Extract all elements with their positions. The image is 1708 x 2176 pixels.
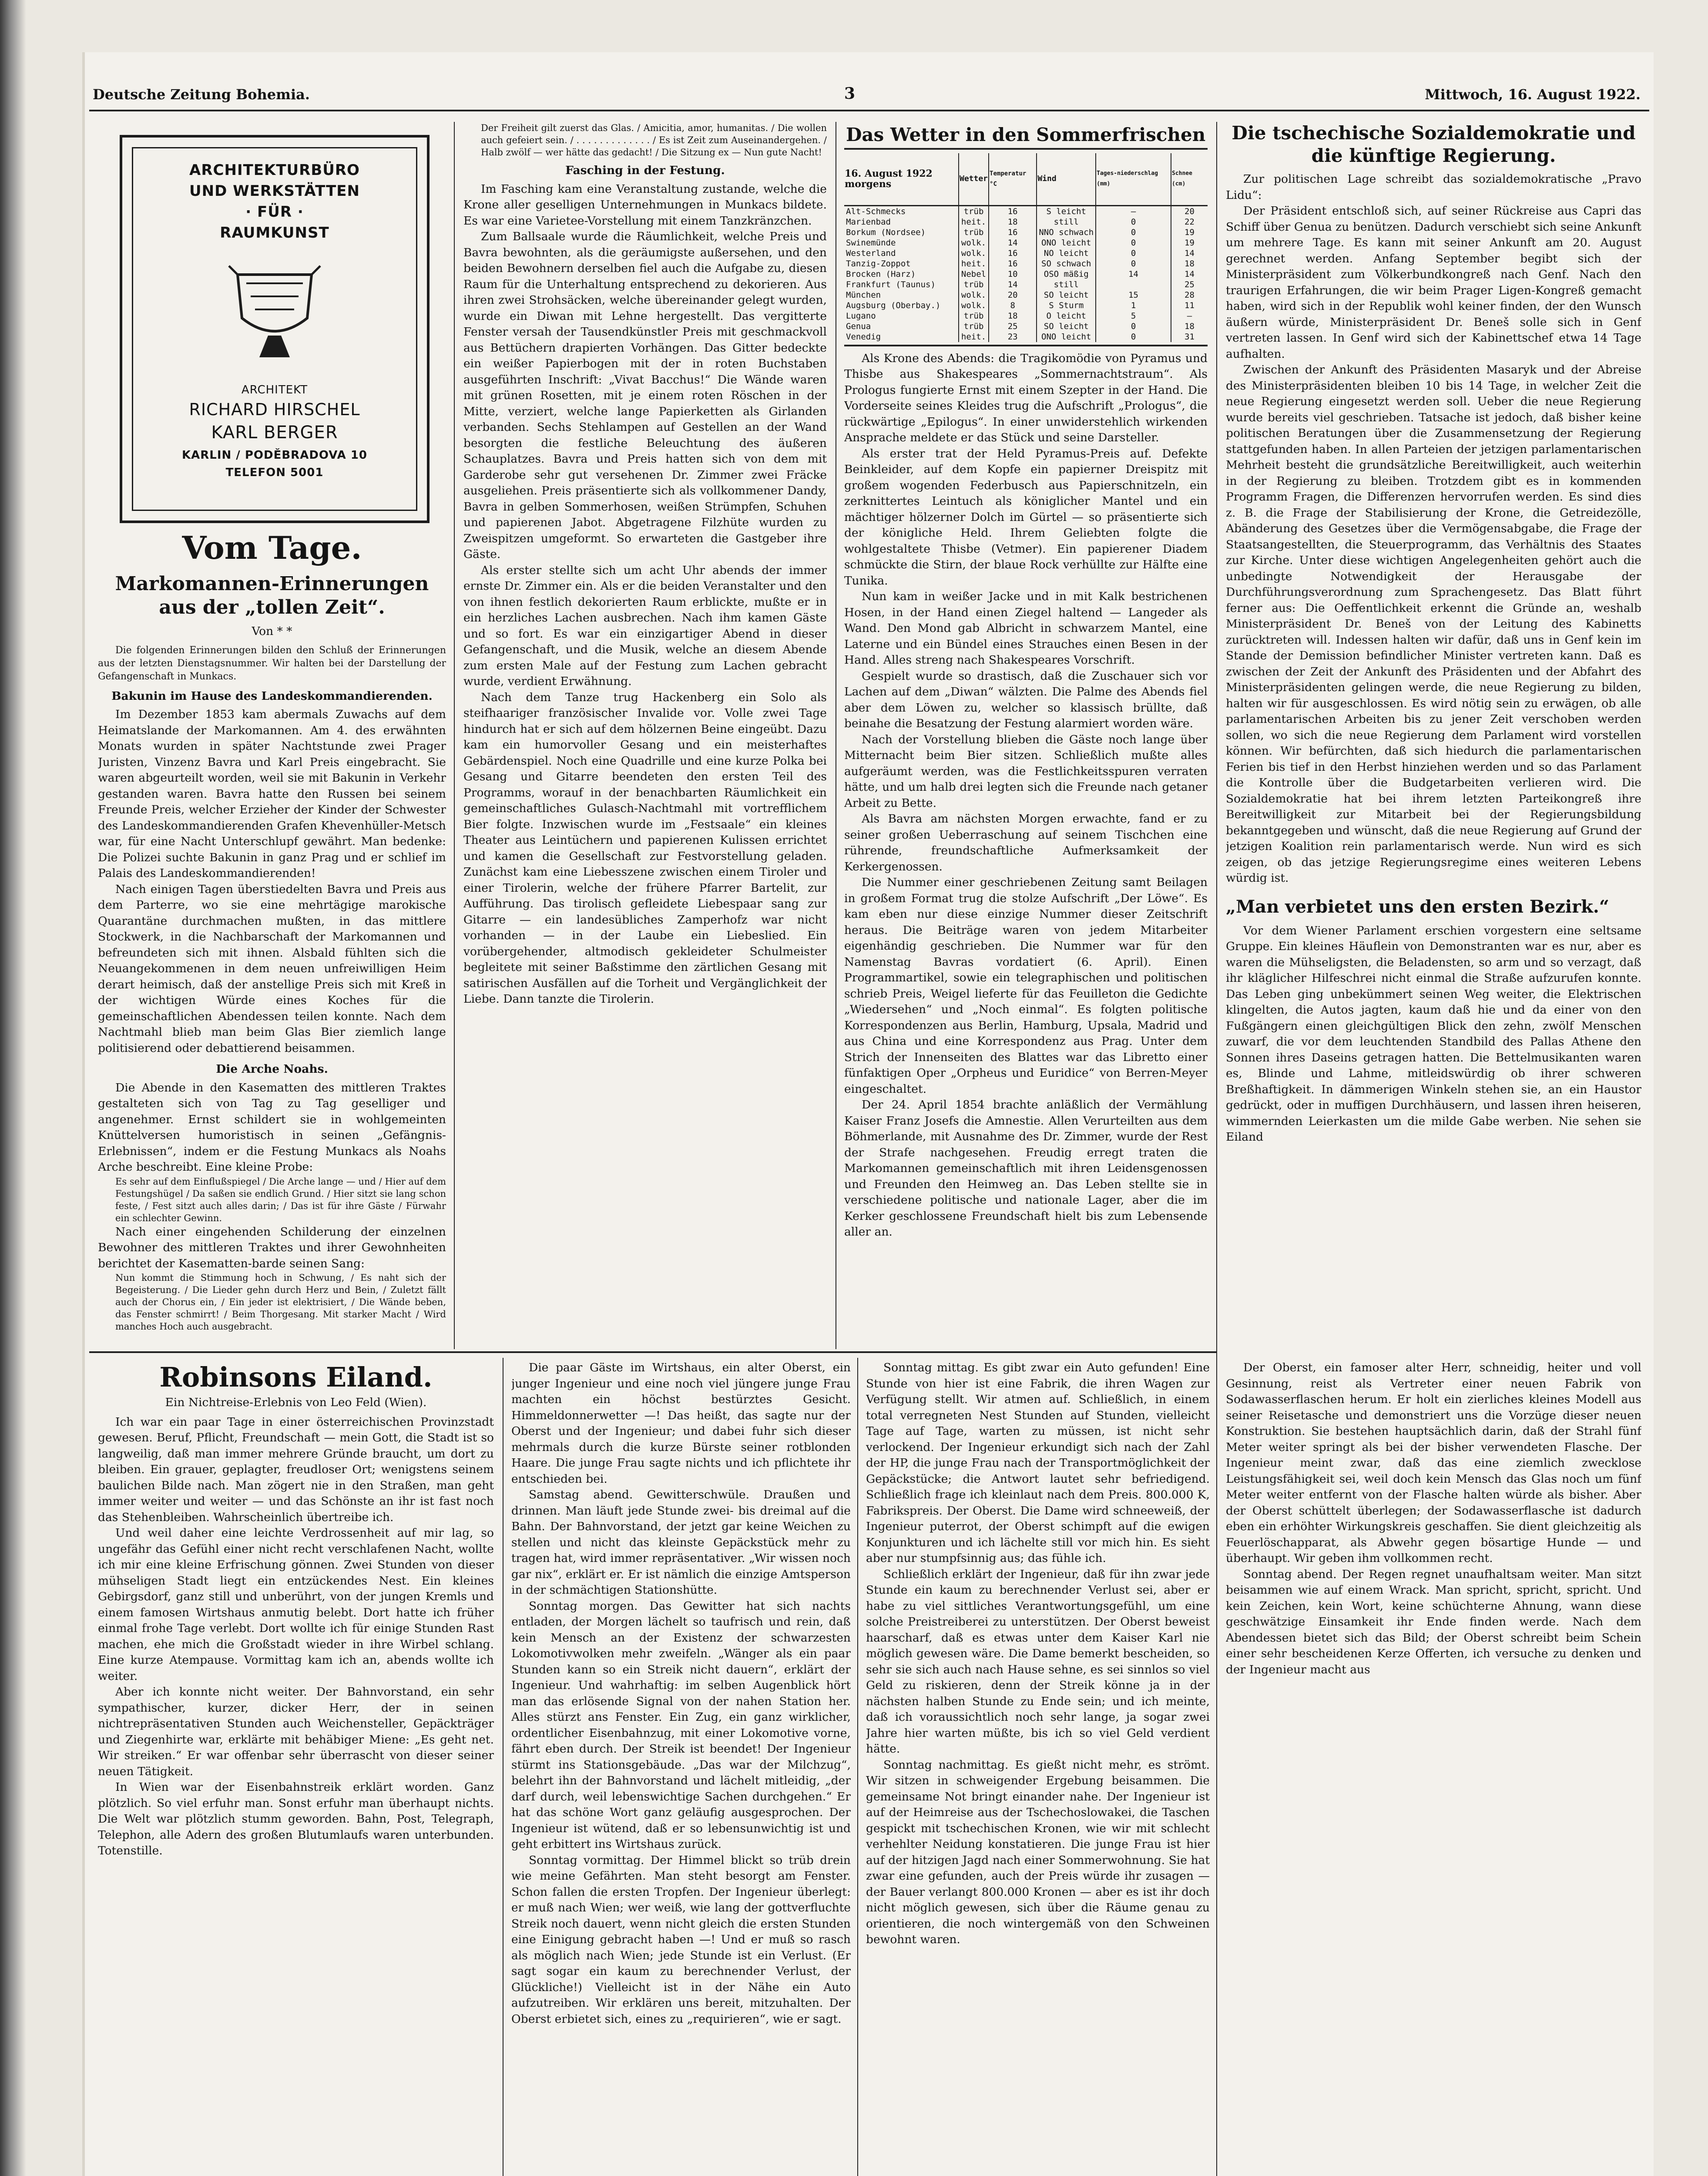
weather-cell: 0: [1096, 248, 1171, 259]
weather-row: [844, 332, 1208, 342]
paragraph: Vor dem Wiener Parlament erschien vorgestern eine seltsame Gruppe. Ein kleines Häuflein von Demonstranten war es nur, aber es waren die Mühseligsten, die Beladensten, so arm und so verzagt, daß ihr kläglicher Hilfeschrei nicht einmal die Straße aufzurufen konnte. Das Leben ging unbekümmert seinen Weg weiter, die Elektrischen klingelten, die Autos jagten, kaum daß hie und da einer von den Fußgängern einen gleichgültigen Blick den zehn, zwölf Menschen zuwarf, die vor dem leuchtenden Standbild des Pallas Athene den Sonnen ihres Daseins getragen hatten. Die Bettelmusikanten waren es, Blinde und Lahme, mitleidswürdig ob ihrer schweren Breßhaftigkeit. In dämmerigen Winkeln stehen sie, an ein Haustor gedrückt, oder in muffigen Durchhäusern, und lassen ihren heiseren, wimmernden Leierkasten um die milde Gabe werben. Nie sehen sie Eiland: [1226, 923, 1641, 1144]
paragraph: Nach der Vorstellung blieben die Gäste noch lange über Mitternacht beim Bier sitzen. Schließlich mußte alles aufgeräumt werden, was die Festlichkeitsspuren verraten hätte, und um halb drei legten sich die Freunde nach getaner Arbeit zu Bette.: [844, 732, 1208, 810]
weather-cell: wolk.: [959, 300, 989, 311]
weather-cell: wolk.: [959, 238, 989, 248]
paragraph: Sonntag abend. Der Regen regnet unaufhaltsam weiter. Man sitzt beisammen wie auf einem Wrack. Man spricht, spricht, spricht. Und kein Zeichen, kein Wort, keine schüchterne Ahnung, wann diese geschwätzige Einsamkeit ihr Ende finden werde. Nach dem Abendessen bietet sich das Bild; der Oberst schreibt beim Schein einer sehr bescheidenen Kerze Offerten, ich versuche zu denken und der Ingenieur macht aus: [1226, 1567, 1641, 1676]
article-subtitle: Ein Nichtreise-Erlebnis von Leo Feld (Wien).: [165, 1396, 427, 1409]
weather-cell: O leicht: [1037, 311, 1096, 321]
weather-cell: trüb: [959, 205, 989, 217]
weather-cell: wolk.: [959, 290, 989, 300]
ad-line-4: RAUMKUNST: [220, 224, 329, 242]
weather-cell: 18: [989, 311, 1037, 321]
weather-cell: heit.: [959, 217, 989, 227]
paragraph: Sonntag mittag. Es gibt zwar ein Auto gefunden! Eine Stunde von hier ist eine Fabrik, die ihren Wagen zur Verfügung stellt. Wir atmen auf. Schließlich, in einem total verregneten Nest Stunden auf Stunden, vielleicht Tage auf Tage, warten zu müssen, ist nicht sehr verlockend. Der Ingenieur erkundigt sich nach der Zahl der HP, die junge Frau nach der Transportmöglichkeit der Gepäckstücke; die Antwort lautet sehr befriedigend. Schließlich frage ich kleinlaut nach dem Preis. 800.000 K, Fabrikspreis. Der Oberst. Die Dame wird schneeweiß, der Ingenieur puterrot, der Oberst schimpft auf die ewigen Konjunkturen und ich lächelte still vor mich hin. Es sieht aber nur stumpfsinnig aus; das fühle ich.: [866, 1361, 1210, 1565]
paragraph: Als Bavra am nächsten Morgen erwachte, fand er zu seiner großen Ueberraschung auf seinem Tischchen eine rührende, freundschaftliche Aufmerksamkeit der Kerkergenossen.: [844, 812, 1208, 873]
weather-cell: Marienbad: [846, 217, 891, 227]
column-fasching: [463, 122, 827, 1347]
weather-date: 16. August 1922 morgens: [844, 153, 959, 205]
rubric-vom-tage: Vom Tage.: [182, 529, 362, 566]
weather-row: [844, 227, 1208, 238]
weather-row: [844, 311, 1208, 321]
robinson-col-2: [511, 1360, 851, 2176]
weather-row: [844, 290, 1208, 300]
weather-cell: trüb: [959, 227, 989, 238]
paragraph: Sonntag vormittag. Der Himmel blickt so trüb drein wie meine Gefährten. Man steht besorgt am Fenster. Schon fallen die ersten Tropfen. Der Ingenieur überlegt: er muß nach Wien; wer weiß, wie lang der gottverfluchte Streik noch dauert, wenn nicht gleich die ersten Stunden eine Einigung gebracht haben —! Und er muß so rasch als möglich nach Wien; jede Stunde ist ein Verlust. (Er sagt sogar ein kaum zu berechnender Verlust, der Glückliche!) Vielleicht ist in der Nähe ein Auto aufzutreiben. Wir erklären uns bereit, mitzuhalten. Der Oberst erbietet sich, eines zu „requirieren“, wie er sagt.: [511, 1853, 851, 2026]
weather-row: [844, 321, 1208, 332]
weather-col-header: Tages-niederschlag (mm): [1096, 153, 1171, 205]
weather-cell: Augsburg (Oberbay.): [846, 300, 941, 310]
ad-line-9: TELEFON 5001: [225, 466, 324, 479]
weather-row: [844, 238, 1208, 248]
weather-cell: 20: [1171, 205, 1208, 217]
subhead-arche: Die Arche Noahs.: [216, 1062, 328, 1076]
weather-cell: [1096, 279, 1171, 290]
paragraph: Zum Ballsaale wurde die Räumlichkeit, welche Preis und Bavra bewohnten, als die geräumigste außersehen, und den beiden Bewohnern derselben fiel auch die Aufgabe zu, diesen Raum für die Unterhaltung entsprechend zu dekorieren. Aus ihren zwei Strohsäcken, welche übereinander gelegt wurden, wurde ein Diwan mit Lehne hergestellt. Das vergitterte Fenster versah der Tausendkünstler Preis mit geschmackvoll aus Bettüchern drapierten Vorhängen. Das Gitter bedeckte ein weißer Papierbogen mit der in roten Buchstaben ausgeführten Inschrift: „Vivat Bacchus!“ Die Wände waren mit grünen Rosetten, mit je einem roten Röschen in der Mitte, verziert, welche lange Papierketten als Girlanden verbanden. Sechs Stehlampen auf Gestellen an der Wand besorgten die festliche Beleuchtung des äußeren Schauplatzes. Bavra und Preis hatten sich von dem mit Garderobe sehr gut versehenen Dr. Zimmer zwei Fräcke ausgeliehen. Preis präsentierte sich als vollkommener Dandy, Bavra in gelben Sommerhosen, weißen Strümpfen, Schuhen und papierenen Jabot. Abgetragene Filzhüte wurden zu Zweispitzen umgeformt. So erwarteten die Gastgeber ihre Gäste.: [463, 230, 827, 561]
weather-cell: 5: [1096, 311, 1171, 321]
ad-line-3: · FÜR ·: [245, 203, 304, 221]
weather-cell: Genua: [846, 321, 871, 331]
weather-cell: 11: [1171, 300, 1208, 311]
paragraph: Zur politischen Lage schreibt das sozialdemokratische „Pravo Lidu“:: [1226, 172, 1641, 202]
weather-cell: 14: [989, 238, 1037, 248]
weather-cell: 20: [989, 290, 1037, 300]
weather-cell: NNO schwach: [1037, 227, 1096, 238]
weather-cell: Swinemünde: [846, 238, 896, 248]
ad-line-8: KARLIN / PODĚBRADOVA 10: [181, 449, 368, 462]
weather-cell: still: [1037, 217, 1096, 227]
weather-cell: Westerland: [846, 248, 896, 258]
page-header: [85, 86, 1654, 106]
weather-cell: 8: [989, 300, 1037, 311]
weather-cell: 15: [1096, 290, 1171, 300]
ad-line-6: RICHARD HIRSCHEL: [189, 400, 360, 419]
weather-cell: 16: [989, 227, 1037, 238]
weather-cell: 14: [1171, 248, 1208, 259]
weather-table: [844, 153, 1208, 342]
paragraph: Nun kam in weißer Jacke und in mit Kalk bestrichenen Hosen, in der Hand einen Ziegel haltend — Langeder als Wand. Den Mond gab Albricht in schwarzem Mantel, eine Laterne und ein Bündel eines Strauches einen Besen in der Hand. Alles streng nach Shakespeares Vorschrift.: [844, 590, 1208, 667]
weather-cell: 0: [1096, 227, 1171, 238]
paragraph: Ich war ein paar Tage in einer österreichischen Provinzstadt gewesen. Beruf, Pflicht, Freundschaft — mein Gott, die Stadt ist so langweilig, daß man immer mehrere Gründe braucht, um dort zu bleiben. Ein grauer, geplagter, freudloser Ort; wenigstens seinem baulichen Bilde nach. Man zögert nie in den Straßen, man geht immer weiter und weiter — und das Schönste an ihr ist fast noch das Stehenbleiben. Wahrscheinlich übertreibe ich.: [98, 1415, 494, 1524]
weather-row: [844, 279, 1208, 290]
paragraph: Im Dezember 1853 kam abermals Zuwachs auf dem Heimatslande der Markomannen. Am 4. des erwähnten Monats wurden in später Nachtstunde zwei Prager Juristen, Vinzenz Bavra und Karl Preis eingebracht. Sie waren abgeurteilt worden, weil sie mit Bakunin in Verkehr gestanden waren. Bavra hatte den Russen bei seinem Freunde Preis, welcher Erzieher der Kinder der Schwester des Landeskommandierenden Grafen Khevenhüller-Metsch war, für eine Nacht Unterschlupf gewährt. Man bedenke: Die Polizei suchte Bakunin in ganz Prag und er schlief im Palais des Landeskommandierenden!: [98, 708, 446, 880]
weather-cell: OSO mäßig: [1037, 269, 1096, 279]
weather-cell: 14: [1096, 269, 1171, 279]
masthead: Deutsche Zeitung Bohemia.: [93, 86, 310, 103]
weather-cell: 0: [1096, 321, 1171, 332]
weather-cell: 19: [1171, 227, 1208, 238]
robinson-col-4: [1226, 1360, 1641, 2176]
page-number: 3: [844, 84, 856, 103]
paragraph: Nach dem Tanze trug Hackenberg ein Solo als steifhaariger französischer Invalide vor. Volle zwei Tage hindurch hat er sich auf dem hölzernen Beine eingeübt. Dazu kam ein humorvoller Gesang und ein meisterhaftes Gebärdenspiel. Noch eine Quadrille und eine kurze Polka bei Gesang und Gitarre beendeten den ersten Teil des Programms, worauf in der benachbarten Räumlichkeit ein gemeinschaftliches Gulasch-Nachtmahl mit vortrefflichem Bier folgte. Inzwischen wurde im „Festsaale“ ein kleines Theater aus Leintüchern und papierenen Kulissen errichtet und kamen die Gesellschaft zur Festvorstellung geladen. Zunächst kam eine Liebesszene zwischen einem Tiroler und einer Tirolerin, welche der frühere Pfarrer Bartelit, zur Aufführung. Das tirolisch gefleidete Liebespaar sang zur Gitarre — ein landesübliches Zamperhofz war nicht vorhanden — in der Laube ein Liebeslied. Ein vorübergehender, altmodisch gekleideter Schulmeister begleitete mit seiner Baßstimme den zärtlichen Gesang mit satirischen Ausfällen auf die Torheit und Vergänglichkeit der Liebe. Dann tanzte die Tirolerin.: [463, 690, 827, 1006]
newspaper-page: [85, 52, 1654, 2176]
weather-cell: München: [846, 290, 881, 300]
weather-cell: Frankfurt (Taunus): [846, 279, 936, 289]
col-divider-1: [454, 122, 455, 1349]
paragraph: Zwischen der Ankunft des Präsidenten Masaryk und der Abreise des Ministerpräsidenten bleiben 10 bis 14 Tage, in welcher Zeit die neue Regierung eingesetzt werden soll. Ueber die neue Regierung wurde bereits viel geschrieben. Tatsache ist jedoch, daß bisher keine politischen Beratungen über die Zusammensetzung der Regierung stattgefunden haben. In allen Parteien der jetzigen parlamentarischen Mehrheit besteht die grundsätzliche Bereitwilligkeit, auch weiterhin in der Regierung zu bleiben. Trotzdem gibt es in kommenden Programm Fragen, die Differenzen hervorrufen werden. Es sind dies z. B. die Frage der Stabilisierung der Krone, die Getreidezölle, Abänderung des Gesetzes über die Vermögensabgabe, die Frage der Staatsangestellten, die Steuerprogramm, das Verhältnis des Staates zur Kirche. Unter diese wichtigen Angelegenheiten gehört auch die unbedingte Notwendigkeit der Herausgabe der Durchführungsverordnung zum Sprachengesetz. Das Blatt führt ferner aus: Die Oeffentlichkeit erkennt die Gründe an, weshalb Ministerpräsident Dr. Beneš von der Leitung des Kabinetts zurücktreten will. Indessen halten wir dafür, daß uns in Genf kein im Stande der Demission befindlicher Minister vertreten kann. Daß es zwischen der Zeit der Ankunft des Präsidenten und der Abfahrt des Ministerpräsidenten gelingen werde, die neue Regierung zu bilden, halten wir für ausgeschlossen. Es wird nötig sein zu erwägen, ob alle parlamentarischen Arbeiten bis zu jener Zeit verschoben werden sollen, wo sich die neue Regierung dem Parlament wird vorstellen können. Wir befürchten, daß sich hiedurch die parlamentarischen Ferien bis tief in den Herbst hinziehen werden und so das Parlament die Kontrolle über die Budgetarbeiten verlieren wird. Die Sozialdemokratie hat bei ihrem letzten Parteikongreß ihre Bereitwilligkeit zur Mitarbeit bei der Regierungsbildung bekanntgegeben und wünscht, daß die neue Regierung auf Grund der jetzigen Koalition rein parlamentarisch werde. Nun wird es sich zeigen, ob das jetzige Regierungsregime eines weiteren Lebens würdig ist.: [1226, 363, 1641, 885]
col-divider-3b: [1216, 122, 1217, 1349]
paragraph: Nach einigen Tagen überstiedelten Bavra und Preis aus dem Parterre, wo sie eine mehrtägige marokische Quarantäne durchmachen mußten, in das mittlere Stockwerk, in die Nachbarschaft der Markomannen und befreundeten sich mit ihnen. Alsbald fühlten sich die Neuangekommenen in dem neuen unfreiwilligen Heim derart heimisch, daß der anstellige Preis sich mit Kreß in der wichtigen Würde eines Koches für die gemeinschaftlichen Abendessen teilen konnte. Nach dem Nachtmahl blieb man beim Glas Bier ziemlich lange politisierend oder debattierend beisammen.: [98, 882, 446, 1055]
weather-cell: Tanzig-Zoppot: [846, 259, 911, 269]
weather-cell: still: [1037, 279, 1096, 290]
paragraph: Der Oberst, ein famoser alter Herr, schneidig, heiter und voll Gesinnung, reist als Vertreter einer neuen Fabrik von Sodawasserflaschen herum. Er holt ein zierliches kleines Modell aus seiner Reisetasche und demonstriert uns die Vorzüge dieser neuen Konstruktion. Sie bestehen hauptsächlich darin, daß der Strahl fünf Meter weiter springt als bei der bisher verwendeten Flasche. Der Ingenieur meint zwar, daß das eine ziemlich zwecklose Leistungsfähigkeit sei, weil doch kein Mensch das Glas noch um fünf Meter weiter entfernt von der Flasche halten würde als bisher. Aber der Oberst schüttelt überlegen; der Sodawasserflasche ist dadurch eben ein erhöhter Wirkungskreis geschaffen. Sie dient gleichzeitig als Feuerlöschapparat, als Abwehr gegen bösartige Hunde — und überhaupt. Wir geben ihm vollkommen recht.: [1226, 1361, 1641, 1565]
weather-cell: SO schwach: [1037, 259, 1096, 269]
article-title-robinson: Robinsons Eiland.: [159, 1361, 433, 1393]
robinson-col-1: [98, 1360, 494, 2176]
paragraph: Sonntag nachmittag. Es gießt nicht mehr, es strömt. Wir sitzen in schweigender Ergebung beisammen. Die gemeinsame Not bringt einander nahe. Der Ingenieur ist auf der Heimreise aus der Tschechoslowakei, die Taschen gespickt mit tschechischen Kronen, wie wir mit schlecht verhehlter Neidung konstatieren. Die junge Frau ist hier auf der hitzigen Jagd nach einer Sommerwohnung. Sie hat zwar eine gefunden, auch der Preis würde ihr zusagen — der Bauer verlangt 800.000 Kronen — aber es ist ihr doch nicht möglich gewesen, sich über die Räume genau zu orientieren, die noch wintergemäß von den Schweinen bewohnt waren.: [866, 1758, 1210, 1946]
weather-cell: 16: [989, 248, 1037, 259]
weather-cell: 31: [1171, 332, 1208, 342]
paragraph: Als erster trat der Held Pyramus-Preis auf. Defekte Beinkleider, auf dem Kopfe ein papierner Dreispitz mit großem wogenden Federbusch aus Papierschnitzeln, ein zerknittertes Leintuch als königlicher Mantel und ein mächtiger hölzerner Dolch im Gürtel — so präsentierte sich der königliche Held. Ihrem Geliebten folgte die wohlgestaltete Thisbe (Vetmer). Ein papierener Diadem schmückte die Stirn, der blaue Rock verhüllte zur Hälfte eine Tunika.: [844, 447, 1208, 588]
weather-cell: ONO leicht: [1037, 238, 1096, 248]
page-edge-shadow: [0, 0, 26, 2176]
weather-cell: 18: [1171, 321, 1208, 332]
paragraph: Als erster stellte sich um acht Uhr abends der immer ernste Dr. Zimmer ein. Als er die beiden Veranstalter und den von ihnen festlich dekorierten Raum erblickte, mußte er in ein herzliches Lachen ausbrechen. Nach ihm kamen Gäste und so fort. Es war ein einzigartiger Abend in dieser Gefangenschaft, und die Musik, welche an diesem Abende zum ersten Male auf der Festung zum Lachen gebracht wurde, verdient Erwähnung.: [463, 563, 827, 688]
weather-cell: 16: [989, 259, 1037, 269]
weather-cell: Borkum (Nordsee): [846, 227, 926, 237]
weather-cell: NO leicht: [1037, 248, 1096, 259]
weather-col-header: Schnee (cm): [1171, 153, 1208, 205]
weather-cell: 18: [1171, 259, 1208, 269]
weather-row: [844, 205, 1208, 217]
weather-col-header: Wetter: [959, 153, 989, 205]
weather-cell: Venedig: [846, 332, 881, 342]
weather-cell: 23: [989, 332, 1037, 342]
weather-cell: trüb: [959, 321, 989, 332]
architect-advertisement: [120, 135, 430, 523]
header-rule: [89, 110, 1649, 111]
weather-cell: 19: [1171, 238, 1208, 248]
paragraph: Die Nummer einer geschriebenen Zeitung samt Beilagen in großem Format trug die stolze Aufschrift „Der Löwe“. Es kam eben nur diese einzige Nummer dieser Zeitschrift heraus. Die Beiträge waren von jedem Mitarbeiter eigenhändig geschrieben. Die Nummer war für den Namenstag Bavras vordatiert (6. April). Einen Programmartikel, sowie ein telegraphischen und politischen schrieb Preis, Weigel lieferte für das Feuilleton die Gedichte „Wiedersehen“ und „Noch einmal“. Es folgten politische Korrespondenzen aus Berlin, Hamburg, Upsala, Madrid und aus China und eine Korrespondenz aus Prag. Unter dem Strich der Innenseiten des Blattes war das Libretto einer fünfaktigen Oper „Orpheus und Euridice“ von Berren-Meyer eingeschaltet.: [844, 876, 1208, 1096]
weather-cell: 0: [1096, 238, 1171, 248]
weather-cell: 0: [1096, 332, 1171, 342]
ad-line-1: ARCHITEKTURBÜRO: [189, 161, 360, 179]
weather-cell: S Sturm: [1037, 300, 1096, 311]
paragraph: Im Fasching kam eine Veranstaltung zustande, welche die Krone aller geselligen Unternehmungen in Munkacs bildete. Es war eine Varietee-Vorstellung mit einem Tanzkränzchen.: [463, 182, 827, 228]
weather-row: [844, 248, 1208, 259]
weather-rule: [844, 345, 1208, 346]
subhead-fasching: Fasching in der Festung.: [565, 164, 725, 177]
weather-row: [844, 217, 1208, 227]
weather-cell: SO leicht: [1037, 290, 1096, 300]
paragraph: Nach einer eingehenden Schilderung der einzelnen Bewohner des mittleren Traktes und ihrer Gewohnheiten berichtet der Kasematten-barde seinen Sang:: [98, 1225, 446, 1270]
weather-cell: —: [1096, 205, 1171, 217]
weather-row: [844, 259, 1208, 269]
verse: Nun kommt die Stimmung hoch in Schwung, / Es naht sich der Begeisterung. / Die Lieder gehn durch Herz und Bein, / Zuletzt fällt auch der Chorus ein, / Ein jeder ist elektrisiert, / Die Wände beben, das Fenster schmirrt! / Beim Thorgesang. Mit starker Macht / Wird manches Hoch auch ausgebracht.: [115, 1273, 446, 1332]
weather-row: [844, 269, 1208, 279]
paragraph: Der Präsident entschloß sich, auf seiner Rückreise aus Capri das Schiff über Genua zu benützen. Dadurch verschiebt sich seine Ankunft um mehrere Tage. Es kann mit seiner Ankunft am 20. August gerechnet werden. Anfang September begibt sich der Ministerpräsident zum Völkerbundkongreß nach Genf. Nach den traurigen Erfahrungen, die wir beim Prager Ligen-Kongreß gemacht haben, wird sich in der Republik wohl keiner finden, der den Wunsch äußern würde, Ministerpräsident Dr. Beneš solle sich in Genf vertreten lassen. In Genf wird sich der Kabinettschef etwa 14 Tage aufhalten.: [1226, 204, 1641, 361]
weather-row: [844, 300, 1208, 311]
weather-cell: heit.: [959, 259, 989, 269]
ad-line-5: ARCHITEKT: [241, 383, 308, 396]
weather-cell: 16: [989, 205, 1037, 217]
weather-cell: 22: [1171, 217, 1208, 227]
robinson-col-3: [866, 1360, 1210, 2176]
weather-cell: —: [1171, 311, 1208, 321]
weather-col-header: Temperatur °C: [989, 153, 1037, 205]
weather-cell: Lugano: [846, 311, 876, 321]
urn-illustration: [220, 257, 329, 362]
weather-cell: wolk.: [959, 248, 989, 259]
article-title-bezirk: „Man verbietet uns den ersten Bezirk.“: [1226, 896, 1609, 917]
issue-date: Mittwoch, 16. August 1922.: [1425, 86, 1641, 103]
paragraph: Gespielt wurde so drastisch, daß die Zuschauer sich vor Lachen auf dem „Diwan“ wälzten. Die Palme des Abends fiel aber dem Löwen zu, welcher so klassisch brüllte, daß beinahe die Besatzung der Festung alarmiert worden wäre.: [844, 669, 1208, 730]
article-title-sozialdemokratie: Die tschechische Sozialdemokratie und die künftige Regierung.: [1232, 122, 1636, 166]
weather-col-header: Wind: [1037, 153, 1096, 205]
weather-cell: Nebel: [959, 269, 989, 279]
weather-cell: SO leicht: [1037, 321, 1096, 332]
weather-cell: 25: [1171, 279, 1208, 290]
weather-cell: 0: [1096, 217, 1171, 227]
paragraph: Schließlich erklärt der Ingenieur, daß für ihn zwar jede Stunde ein kaum zu berechnender Verlust sei, aber er habe zu viel sittliches Verantwortungsgefühl, um eine solche Preistreiberei zu unterstützen. Der Oberst beweist haarscharf, daß es etwas unter dem Kaiser Karl nie möglich gewesen wäre. Die Dame bemerkt bescheiden, so sehr sie sich auch nach Hause sehne, es sei sinnlos so viel Geld zu riskieren, denn der Streik könne ja in der nächsten halben Stunde zu Ende sein; und ich meinte, daß ich voraussichtlich noch sehr lange, ja sogar zwei Jahre hier warten müßte, bis ich so viel Geld verdient hätte.: [866, 1567, 1210, 1756]
verse: Es sehr auf dem Einflußspiegel / Die Arche lange — und / Hier auf dem Festungshügel / Da saßen sie endlich Grund. / Hier sitzt sie lang schon feste, / Fest sitzt auch alles darin; / Das ist für ihre Gäste / Fürwahr ein schlechter Gewinn.: [115, 1176, 446, 1223]
weather-cell: Alt-Schmecks: [846, 206, 906, 216]
weather-cell: trüb: [959, 311, 989, 321]
weather-cell: 18: [989, 217, 1037, 227]
col-divider-b2: [857, 1358, 858, 2176]
weather-cell: 25: [989, 321, 1037, 332]
byline: Von * *: [252, 625, 292, 638]
weather-cell: trüb: [959, 279, 989, 290]
paragraph: In Wien war der Eisenbahnstreik erklärt worden. Ganz plötzlich. So viel erfuhr man. Sonst erfuhr man überhaupt nichts. Die Welt war plötzlich stumm geworden. Bahn, Post, Telegraph, Telephon, alle Adern des großen Blutumlaufs waren unterbunden. Totenstille.: [98, 1780, 494, 1857]
weather-cell: heit.: [959, 332, 989, 342]
weather-cell: 14: [989, 279, 1037, 290]
ad-line-2: UND WERKSTÄTTEN: [189, 182, 360, 200]
weather-cell: 28: [1171, 290, 1208, 300]
paragraph: Sonntag morgen. Das Gewitter hat sich nachts entladen, der Morgen lächelt so taufrisch und rein, daß kein Mensch an der Existenz der schwarzesten Lokomotivwolken mehr zweifeln. „Wänger als ein paar Stunden kann so ein Streik nicht dauern“, erklärt der Ingenieur. Und wahrhaftig: im selben Augenblick hört man das erlösende Signal von der nahen Station her. Alles stürzt ans Fenster. Ein Zug, ein ganz wirklicher, ordentlicher Eisenbahnzug, mit einer Lokomotive vorne, fährt eben durch. Der Streik ist beendet! Der Ingenieur stürmt ins Stationsgebäude. „Das war der Milchzug“, belehrt ihn der Bahnvorstand und lächelt mitleidig, „der darf durch, weil lebenswichtige Sachen durchgehen.“ Er hat das schöne Wort ganz geläufig ausgesprochen. Der Ingenieur ist wütend, daß er so lebensunwichtig ist und geht erbittert ins Wirtshaus zurück.: [511, 1599, 851, 1851]
paragraph: Als Krone des Abends: die Tragikomödie von Pyramus und Thisbe aus Shakespeares „Sommernachtstraum“. Als Prologus fungierte Ernst mit einem Szepter in der Hand. Die Vorderseite seines Kleides trug die Aufschrift „Prologus“, die rückwärtige „Epilogus“. In einer unwiderstehlich wirkenden Ansprache meldete er das Stück und seine Darsteller.: [844, 351, 1208, 444]
weather-cell: 1: [1096, 300, 1171, 311]
verse: Der Freiheit gilt zuerst das Glas. / Amicitia, amor, humanitas. / Die wollen auch gefeiert sein. / . . . . . . . . . . . . . / Es ist Zeit zum Auseinandergehen. / Halb zwölf — wer hätte das gedacht! / Die Sitzung ex — Nun gute Nacht!: [481, 123, 827, 158]
weather-cell: 0: [1096, 259, 1171, 269]
paragraph: Die Abende in den Kasematten des mittleren Traktes gestalteten sich von Tag zu Tag geselliger und angenehmer. Ernst schildert sie in wohlgemeinten Knüttelversen humoristisch in seinen „Gefängnis-Erlebnissen“, indem er die Festung Munkacs als Noahs Arche beschreibt. Eine kleine Probe:: [98, 1081, 446, 1174]
weather-cell: 14: [1171, 269, 1208, 279]
weather-cell: 10: [989, 269, 1037, 279]
ad-line-7: KARL BERGER: [211, 423, 338, 443]
weather-cell: Brocken (Harz): [846, 269, 916, 279]
weather-title: Das Wetter in den Sommerfrischen: [844, 122, 1208, 150]
paragraph: Und weil daher eine leichte Verdrossenheit auf mir lag, so ungefähr das Gefühl einer nicht recht verschlafenen Nacht, wollte ich mir eine kleine Erfrischung gönnen. Zwei Stunden von dieser mühseligen Stadt liegt ein entzückendes Nest. Ein kleines Gebirgsdorf, ganz still und unberührt, von der jungen Kremls und einem famosen Wirtshaus anmutig belebt. Dort hatte ich früher einmal frohe Tage verlebt. Dort wollte ich für einige Stunden Rast machen, ehe mich die Großstadt wieder in ihre Wirbel schlang. Eine kurze Atempause. Vormittag kam ich an, abends wollte ich weiter.: [98, 1526, 494, 1683]
subhead-bakunin: Bakunin im Hause des Landeskommandierenden.: [111, 689, 433, 703]
intro-note: Die folgenden Erinnerungen bilden den Schluß der Erinnerungen aus der letzten Dienstagsnummer. Wir halten bei der Darstellung der Gefangenschaft in Munkacs.: [98, 645, 446, 682]
weather-rows: [844, 205, 1208, 342]
weather-cell: S leicht: [1037, 205, 1096, 217]
column-vom-tage: [98, 529, 446, 1347]
paragraph: Der 24. April 1854 brachte anläßlich der Vermählung Kaiser Franz Josefs die Amnestie. Allen Verurteilten aus dem Böhmerlande, mit Ausnahme des Dr. Zimmer, wurde der Rest der Strafe nachgesehen. Freudig erregt traten die Markomannen gemeinschaftlich mit ihren Leidensgenossen und Freunden den Heimweg an. Das Leben stellte sie in verschiedene politische und nationale Lager, aber die im Kerker geschlossene Freundschaft hielt bis zum Lebensende aller an.: [844, 1098, 1208, 1239]
column-weather: [844, 122, 1208, 1347]
weather-cell: ONO leicht: [1037, 332, 1096, 342]
horizontal-divider: [89, 1351, 1216, 1353]
paragraph: Die paar Gäste im Wirtshaus, ein alter Oberst, ein junger Ingenieur und eine noch viel jüngere junge Frau machten ein höchst bestürztes Gesicht. Himmeldonnerwetter —! Das heißt, das sagte nur der Oberst und der Ingenieur; und dabei fuhr sich dieser mehrmals durch die kurze Bürste seiner rotblonden Haare. Die junge Frau sagte nichts und ich pflichtete ihr entschieden bei.: [511, 1361, 851, 1486]
paragraph: Samstag abend. Gewitterschwüle. Draußen und drinnen. Man läuft jede Stunde zwei- bis dreimal auf die Bahn. Der Bahnvorstand, der jetzt gar keine Weichen zu stellen und nicht das kleinste Gepäckstück mehr zu tragen hat, wird immer repräsentativer. „Wir wissen noch gar nix“, erklärt er. Er ist nämlich die einzige Amtsperson in der schmächtigen Stationshütte.: [511, 1488, 851, 1597]
article-title-markomannen: Markomannen-Erinnerungen aus der „tollen Zeit“.: [115, 573, 429, 618]
paragraph: Aber ich konnte nicht weiter. Der Bahnvorstand, ein sehr sympathischer, kurzer, dicker Herr, der in seinen nichtrepräsentativen Stunden auch Weichensteller, Gepäckträger und Ziegenhirte war, erklärte mit behäbiger Miene: „Es geht net. Wir streiken.“ Er war offenbar sehr überrascht von dieser seiner neuen Tätigkeit.: [98, 1685, 494, 1778]
